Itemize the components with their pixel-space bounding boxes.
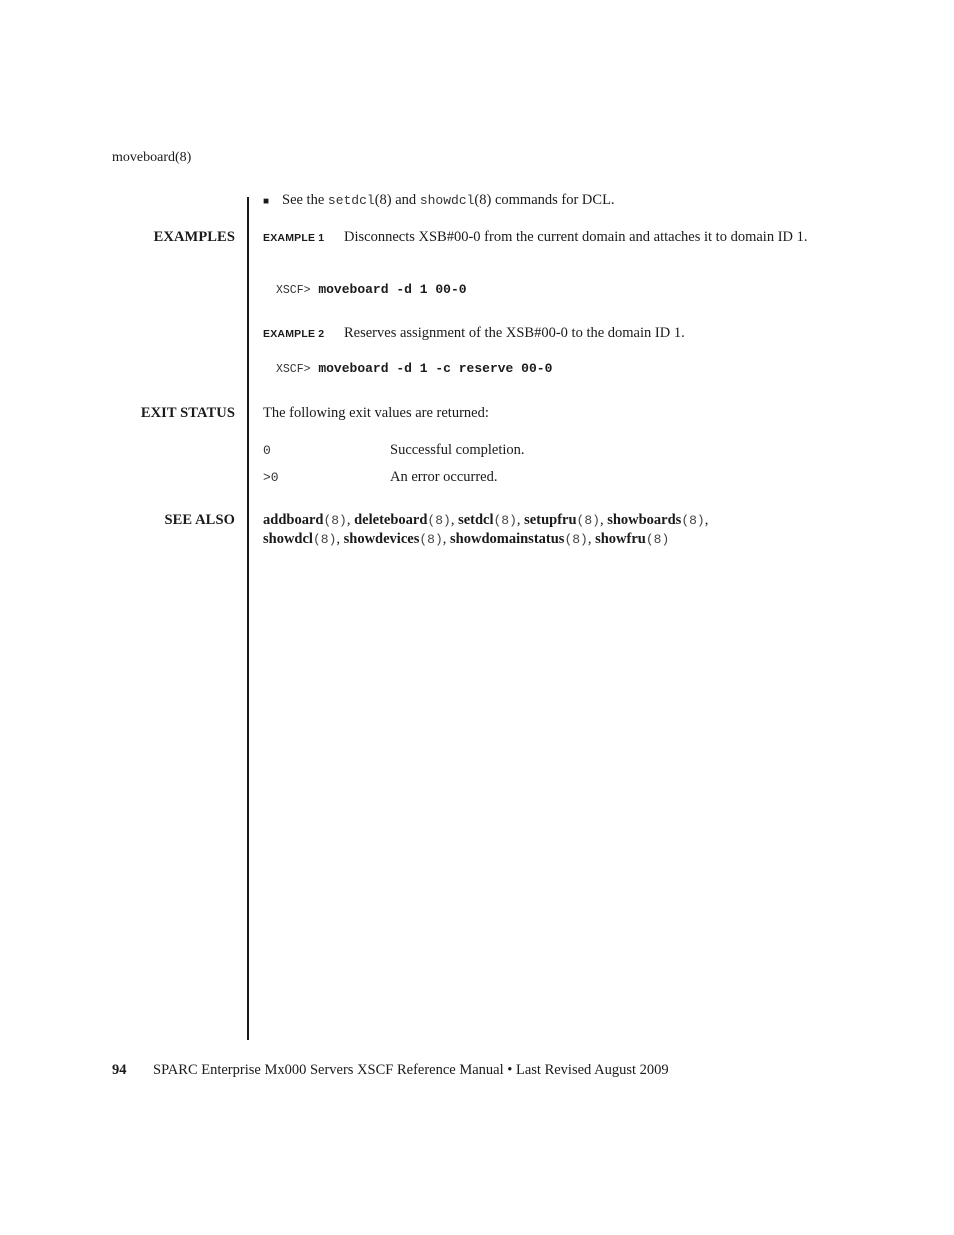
see-also-link[interactable]: showboards(8): [607, 512, 705, 528]
prompt: XSCF>: [276, 363, 311, 376]
bullet-suffix: (8) commands for DCL.: [474, 192, 615, 208]
prompt: XSCF>: [276, 284, 311, 297]
example-label: EXAMPLE 1: [263, 232, 325, 244]
bullet-mid: (8) and: [374, 192, 420, 208]
see-also-link[interactable]: showdcl(8): [263, 531, 337, 547]
inline-command-showdcl: showdcl: [419, 193, 475, 208]
bullet-marker-icon: ■: [263, 196, 270, 207]
see-also-list: addboard(8), deleteboard(8), setdcl(8), setupfru(8), showboards(8), showdcl(8), showdevices(8), showdomainstatus(8), showfru(8): [263, 512, 709, 547]
exit-value-description: Successful completion.: [390, 442, 525, 458]
code-sample: [276, 361, 552, 376]
example-description: Reserves assignment of the XSB#00-0 to the domain ID 1.: [344, 325, 685, 341]
margin-rule: [247, 197, 249, 1040]
section-heading-examples: EXAMPLES: [153, 229, 235, 245]
inline-command-setdcl: setdcl: [327, 193, 375, 208]
see-also-link[interactable]: addboard(8): [263, 512, 347, 528]
section-heading-exit-status: EXIT STATUS: [140, 405, 235, 421]
intro-bullet-text: [282, 192, 615, 209]
exit-status-intro: The following exit values are returned:: [263, 405, 489, 421]
exit-value-description: An error occurred.: [390, 469, 498, 485]
exit-value: 0: [263, 443, 271, 458]
see-also-link[interactable]: deleteboard(8): [354, 512, 451, 528]
exit-value: >0: [263, 470, 279, 485]
see-also-link[interactable]: setdcl(8): [458, 512, 517, 528]
bullet-prefix: See the: [282, 192, 328, 208]
page-number: 94: [112, 1062, 127, 1078]
example-label: EXAMPLE 2: [263, 328, 325, 340]
see-also-link[interactable]: showdevices(8): [343, 531, 443, 547]
code-sample: [276, 282, 467, 297]
footer-text: SPARC Enterprise Mx000 Servers XSCF Reference Manual • Last Revised August 2009: [153, 1062, 669, 1078]
see-also-link[interactable]: showfru(8): [595, 531, 670, 547]
command: moveboard -d 1 -c reserve 00-0: [318, 361, 553, 376]
section-heading-see-also: SEE ALSO: [164, 512, 235, 528]
see-also-link[interactable]: showdomainstatus(8): [450, 531, 588, 547]
see-also-link[interactable]: setupfru(8): [524, 512, 600, 528]
command: moveboard -d 1 00-0: [318, 282, 467, 297]
running-head: moveboard(8): [112, 150, 192, 165]
example-description: Disconnects XSB#00-0 from the current domain and attaches it to domain ID 1.: [344, 229, 808, 245]
